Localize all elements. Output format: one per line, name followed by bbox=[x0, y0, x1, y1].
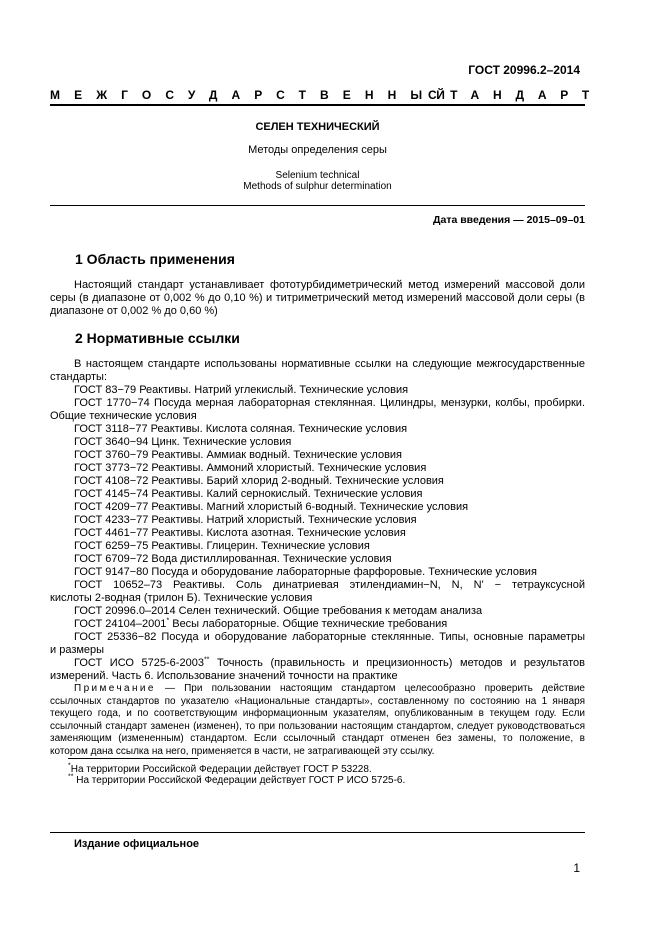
reference-item: ГОСТ 20996.0–2014 Селен технический. Общие требования к методам анализа bbox=[74, 605, 483, 617]
footnote-ref-mark: * bbox=[166, 617, 170, 625]
reference-item: ГОСТ 4108−72 Реактивы. Барий хлорид 2-водный. Технические условия bbox=[74, 475, 444, 487]
reference-item: ГОСТ 3640−94 Цинк. Технические условия bbox=[74, 436, 292, 448]
reference-code: ГОСТ 24104–2001 bbox=[74, 618, 167, 630]
reference-item: ГОСТ 6259−75 Реактивы. Глицерин. Технические условия bbox=[74, 540, 370, 552]
reference-item: ГОСТ 83−79 Реактивы. Натрий углекислый. Технические условия bbox=[74, 384, 409, 396]
reference-item: ГОСТ 6709−72 Вода дистиллированная. Технические условия bbox=[74, 553, 392, 565]
reference-text: Точность (правильность и прецизионность) методов и результатов bbox=[209, 657, 585, 669]
footnotes bbox=[68, 764, 588, 786]
reference-item-cont: Общие технические условия bbox=[50, 410, 197, 422]
reference-item-cont: измерений. Часть 6. Использование значений точности на практике bbox=[50, 670, 398, 682]
note-label: Примечание bbox=[74, 683, 156, 694]
reference-text: Весы лабораторные. Общие технические требования bbox=[169, 618, 448, 630]
reference-item: ГОСТ 25336−82 Посуда и оборудование лабораторные стеклянные. Типы, основные параметры bbox=[74, 631, 585, 643]
note-line: Примечание — При пользовании настоящим стандартом целесообразно проверить действие bbox=[74, 683, 585, 694]
footnote-ref-mark: ** bbox=[203, 656, 210, 664]
reference-item bbox=[50, 618, 585, 631]
footer-rule bbox=[50, 832, 585, 833]
banner-word-interstate: МЕЖГОСУДАРСТВЕННЫЙ bbox=[50, 88, 459, 102]
title-rule bbox=[50, 205, 585, 206]
official-edition-label: Издание официальное bbox=[74, 838, 200, 850]
paragraph-line: серы (в диапазоне от 0,002 % до 0,10 %) и титриметрический метод измерений массовой доли серы (в bbox=[50, 292, 585, 304]
reference-item: ГОСТ 4145−74 Реактивы. Калий сернокислый. Технические условия bbox=[74, 488, 423, 500]
reference-item bbox=[50, 657, 585, 670]
reference-item-cont: и размеры bbox=[50, 644, 105, 656]
reference-item: ГОСТ 9147−80 Посуда и оборудование лабораторные фарфоровые. Технические условия bbox=[74, 566, 537, 578]
reference-item: ГОСТ 3773−72 Реактивы. Аммоний хлористый. Технические условия bbox=[74, 462, 427, 474]
header-rule bbox=[50, 104, 585, 106]
reference-item: ГОСТ 4209−77 Реактивы. Магний хлористый 6-водный. Технические условия bbox=[74, 501, 469, 513]
note-line: ссылочных стандартов по указателю «Национальные стандарты», составленному по состоянию на 1 января bbox=[50, 695, 585, 707]
note-line: заменяющим (измененным) стандартом. Если ссылочный стандарт отменен без замены, то положение, в bbox=[50, 733, 585, 744]
footnote-1: *На территории Российской Федерации действует ГОСТ Р 53228. bbox=[68, 762, 372, 775]
document-subtitle: Методы определения серы bbox=[248, 144, 387, 156]
document-title: СЕЛЕН ТЕХНИЧЕСКИЙ bbox=[255, 121, 380, 133]
reference-item: ГОСТ 1770−74 Посуда мерная лабораторная стеклянная. Цилиндры, мензурки, колбы, пробирки. bbox=[74, 397, 585, 409]
english-title: Selenium technical bbox=[275, 170, 360, 181]
section-1-heading: 1 Область применения bbox=[75, 251, 235, 267]
reference-code: ГОСТ ИСО 5725-6-2003 bbox=[74, 657, 204, 669]
paragraph-line: диапазоне от 0,002 % до 0,60 %) bbox=[50, 305, 218, 317]
reference-item: ГОСТ 3760−79 Реактивы. Аммиак водный. Технические условия bbox=[74, 449, 403, 461]
banner-word-standard: СТАНДАРТ bbox=[428, 88, 604, 102]
introduction-date: Дата введения — 2015–09–01 bbox=[433, 214, 585, 226]
note-block bbox=[50, 683, 585, 758]
standard-code: ГОСТ 20996.2–2014 bbox=[468, 63, 580, 77]
reference-item: ГОСТ 10652–73 Реактивы. Соль динатриевая этилендиамин−N, N, N' − тетрауксусной bbox=[74, 579, 585, 591]
reference-item: ГОСТ 3118−77 Реактивы. Кислота соляная. Технические условия bbox=[74, 423, 408, 435]
english-subtitle: Methods of sulphur determination bbox=[243, 181, 392, 192]
note-line: текущего года, и по соответствующим информационным указателям, опубликованным в текущем году. Если bbox=[50, 708, 585, 719]
references-intro: В настоящем стандарте использованы нормативные ссылки на следующие межгосударственные bbox=[74, 358, 585, 370]
page-number: 1 bbox=[573, 861, 580, 875]
footnote-2: ** На территории Российской Федерации действует ГОСТ Р ИСО 5725-6. bbox=[68, 773, 406, 786]
reference-item: ГОСТ 4461−77 Реактивы. Кислота азотная. Технические условия bbox=[74, 527, 406, 539]
note-line: котором дана ссылка на него, применяется в части, не затрагивающей эту ссылку. bbox=[50, 745, 435, 757]
footnote-rule bbox=[68, 758, 198, 759]
normative-references-list bbox=[50, 358, 585, 758]
reference-item: ГОСТ 4233−77 Реактивы. Натрий хлористый. Технические условия bbox=[74, 514, 417, 526]
references-intro-cont: стандарты: bbox=[50, 371, 108, 383]
section-2-heading: 2 Нормативные ссылки bbox=[75, 330, 240, 346]
footnote-mark: * bbox=[68, 762, 71, 770]
paragraph-line: Настоящий стандарт устанавливает фототурбидиметрический метод измерений массовой доли bbox=[74, 279, 585, 291]
section-1-body bbox=[50, 279, 585, 318]
reference-item-cont: кислоты 2-водная (трилон Б). Технические условия bbox=[50, 592, 313, 604]
footnote-mark: ** bbox=[68, 773, 74, 781]
note-line: ссылочный стандарт заменен (изменен), то при пользовании настоящим стандартом, следует руководствоваться bbox=[50, 720, 585, 732]
